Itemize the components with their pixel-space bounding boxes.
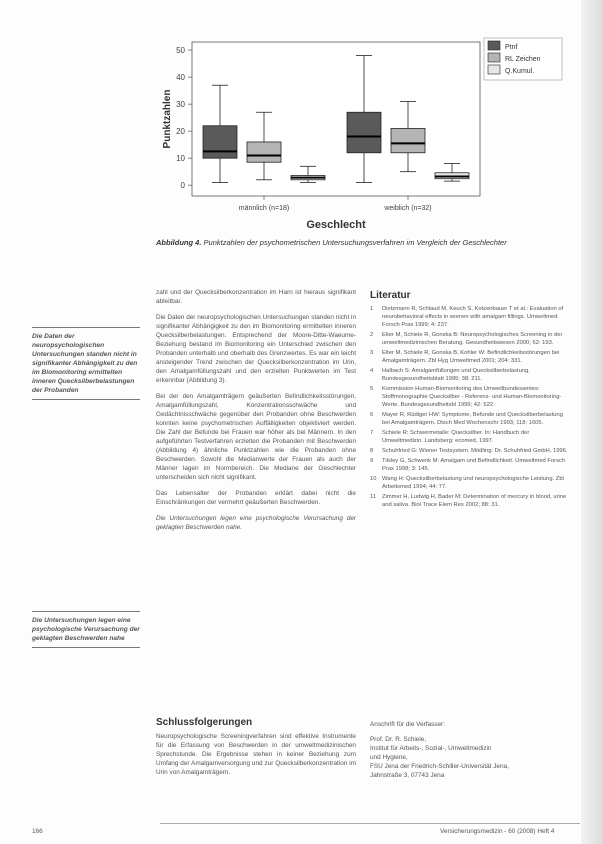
sidebar-note-2: Die Untersuchungen legen eine psychologische Verursachung der geklagten Beschwerden nahe (32, 611, 140, 648)
legend-label: Q.Kumul. (505, 68, 535, 75)
reference-item (370, 475, 570, 491)
reference-text: Elter M, Schiele R, Gonska B: Neuropsychologisches Screening in der umweltmedizinischen Beratung. Gesundheitswesen 2000; 62: 193. (382, 332, 563, 346)
caption-label: Abbildung 4. (156, 238, 202, 247)
reference-item (370, 367, 570, 383)
reference-item (370, 331, 570, 347)
reference-number: 1 (370, 306, 374, 312)
x-axis-label: Geschlecht (306, 219, 366, 231)
address-heading: Anschrift für die Verfasser: (370, 721, 445, 728)
address-line: Prof. Dr. R. Schiele, (370, 736, 427, 743)
literature-column (370, 292, 570, 511)
reference-text: Zimmer H, Ludwig H, Bader M: Determination of mercury in blood, urine and saliva. Biol Trace Elem Res 2002; 88: 31. (382, 494, 567, 508)
reference-text: Wang H: Quecksilberbelastung und neuropsychologische Leistung. Zbl Arbeitsmed 1994; 44: 77. (382, 476, 564, 490)
x-tick-label: männlich (n=18) (238, 205, 290, 212)
author-address (370, 720, 575, 780)
box-0-0 (203, 126, 237, 158)
legend-label: RL Zeichen (505, 56, 541, 63)
legend-swatch (488, 65, 500, 74)
reference-item (370, 457, 570, 473)
x-tick-label: weiblich (n=32) (384, 205, 432, 212)
reference-item (370, 305, 570, 329)
reference-number: 4 (370, 368, 374, 374)
reference-item (370, 429, 570, 445)
box-1-1 (391, 128, 425, 152)
y-axis-label: Punktzahlen (162, 89, 173, 149)
address-line: Jahnstraße 3, 07743 Jena (370, 772, 445, 779)
box-1-0 (347, 112, 381, 153)
y-tick-label: 30 (176, 100, 185, 110)
reference-item (370, 447, 570, 455)
reference-text: Schiele R: Schwermetalle: Quecksilber. In: Handbuch der Umweltmedizin. Landsberg: ecomed, 1997. (382, 430, 530, 444)
reference-item (370, 411, 570, 427)
legend-swatch (488, 41, 500, 50)
literature-heading: Literatur (370, 290, 411, 301)
journal-footer: Versicherungsmedizin - 60 (2008) Heft 4 (440, 828, 555, 835)
reference-text: Kommission Human-Biomonitoring des Umweltbundesamtes: Stoffmonographie Quecksilber - Referenz- und Human-Biomonitoring-Werte. Bundesgesundheitsbl 1999; 42: 522. (382, 386, 562, 408)
conclusion-paragraph: Neuropsychologische Screeningverfahren sind effektive Instrumente für die Erfassung von Beschwerden in der umweltmedizinischen Sprechstunde. Die Ergebnisse stehen in keiner Beziehung zum Umfang der Amalgamversorgung und zur Quecksilberkonzentration im Urin von Amalgamträgern. (156, 733, 356, 776)
reference-number: 3 (370, 350, 374, 356)
caption-text: Punktzahlen der psychometrischen Untersuchungsverfahren im Vergleich der Geschlechter (203, 238, 507, 247)
reference-text: Dietzmann R, Schlaud M, Keuch S, Kotzenbauer T et al.: Evaluation of neurobehavioral effects in women with amalgam fillings. Umweltmed Forsch Prax 1999; 4: 237. (382, 306, 564, 328)
body-column-conclusion (156, 718, 356, 784)
body-paragraph-4: Das Lebensalter der Probanden erklärt dabei nicht die Einschränkungen der vermehrt geäußerten Beschwerden. (156, 490, 356, 506)
boxplot-chart (150, 28, 570, 233)
address-line: und Hygiene, (370, 754, 408, 761)
reference-item (370, 349, 570, 365)
y-tick-label: 0 (180, 181, 185, 191)
body-paragraph-3: Bei der den Amalgamträgern geäußerten Befindlichkeitsstörungen, Amalgamfüllungszahl, Konzentrationsschwäche und Gedächtnisschwäche gegenüber den Probanden ohne Beschwerden konnten keine psychometrischen Auffälligkeiten objektiviert werden. Die Zahl der Befunde bei Frauen war höher als bei Männern. In den aufgeführten Testverfahren erzielten die Probanden mit Beschwerden (Abbildung 4) ähnliche Punktzahlen wie die Probanden ohne Beschwerden. Sowohl die Medianwerte der Frauen als auch der Männer lagen im Normbereich. Die Mediane der Geschlechter unterscheiden sich nicht signifikant. (156, 393, 356, 481)
reference-text: Schuhfried G: Wiener Testsystem. Mödling: Dr. Schuhfried GmbH, 1996. (382, 448, 568, 454)
reference-number: 9 (370, 458, 374, 464)
legend-swatch (488, 53, 500, 62)
reference-text: Mayer R, Rüdiger HW: Symptome, Befunde und Quecksilberbelastung bei Amalgamträgern. Dtsch Med Wochenschr 1993; 118: 1605. (382, 412, 563, 426)
y-tick-label: 10 (176, 154, 185, 164)
page-edge-shadow (581, 0, 603, 844)
reference-number: 5 (370, 386, 374, 392)
address-line: FSU Jena der Friedrich-Schiller-Universität Jena, (370, 763, 509, 770)
reference-list (370, 305, 570, 509)
address-line: Institut für Arbeits-, Sozial-, Umweltmedizin (370, 745, 492, 752)
reference-number: 6 (370, 412, 374, 418)
reference-number: 8 (370, 448, 374, 454)
sidebar-note-1: Die Daten der neuropsychologischen Untersuchungen standen nicht in signifikanter Abhängigkeit zu den im Biomonitoring ermittelten inneren Quecksilberbelastungen der Probanden (32, 327, 140, 400)
reference-number: 7 (370, 430, 374, 436)
reference-item (370, 385, 570, 409)
y-tick-label: 40 (176, 73, 185, 83)
body-paragraph-1: zahl und der Quecksilberkonzentration im Harn ist hieraus signifikant ableitbar. (156, 289, 356, 305)
body-paragraph-2: Die Daten der neuropsychologischen Untersuchungen standen nicht in signifikanter Abhängigkeit zu den im Biomonitoring ermittelten inneren Quecksilberbelastungen. Entsprechend der Moore-Ditte-Waeume-Beziehung bestand im Biomonitoring ein Unterschied zwischen den Probanden unterhalb und oberhalb des Grenzwertes. Es war ein leicht ansteigender Trend zwischen der Quecksilberkonzentration im Urin, den Amalgamfüllungszahl und den erzielten Punktwerten im Test erkennbar (Abbildung 3). (156, 314, 357, 384)
body-column-upper (156, 288, 356, 539)
legend-label: Ptnf (505, 44, 518, 51)
reference-number: 10 (370, 476, 377, 482)
footer-rule (160, 823, 580, 824)
reference-text: Tilsley G, Schwenk M: Amalgam und Befindlichkeit. Umweltmed Forsch Prax 1998; 3: 145. (382, 458, 566, 472)
box-0-1 (247, 142, 281, 162)
reference-text: Halbach S: Amalgamfüllungen und Quecksilberbelastung. Bundesgesundheitsblatt 1995; 38: 211. (382, 368, 530, 382)
reference-number: 11 (370, 494, 377, 500)
y-tick-label: 20 (176, 127, 185, 137)
figure-caption (156, 238, 566, 248)
reference-item (370, 493, 570, 509)
reference-text: Elter M, Schiele R, Gonska B, Kohler W: Befindlichkeitsstörungen bei Amalgamträgern. Zbl Hyg Umweltmed 2001; 204: 331. (382, 350, 560, 364)
page-number: 166 (32, 828, 43, 835)
body-paragraph-5: Die Untersuchungen legen eine psychologische Verursachung der geklagten Beschwerden nahe. (156, 515, 356, 531)
conclusion-heading: Schlussfolgerungen (156, 717, 253, 728)
reference-number: 2 (370, 332, 374, 338)
y-tick-label: 50 (176, 46, 185, 56)
